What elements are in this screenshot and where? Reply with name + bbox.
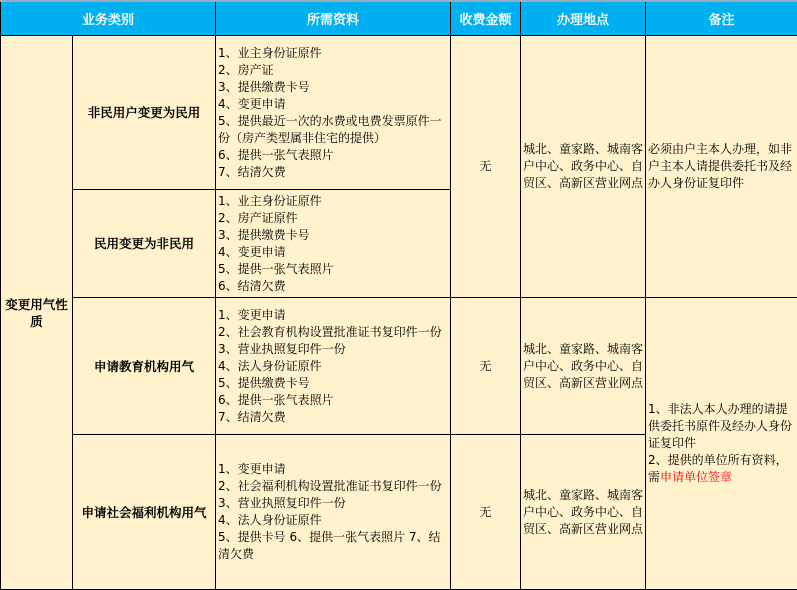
- material-item: 6、提供一张气表照片: [218, 147, 448, 164]
- table-row: [1, 36, 797, 190]
- header-materials: 所需资料: [216, 2, 451, 36]
- material-item: 6、提供一张气表照片: [218, 392, 448, 409]
- header-row: [1, 2, 797, 36]
- fee-cell: 无: [451, 36, 521, 298]
- material-item: 2、房产证原件: [218, 210, 448, 227]
- material-item: 1、变更申请: [218, 307, 448, 324]
- material-item: 5、提供卡号 6、提供一张气表照片 7、结清欠费: [218, 529, 448, 563]
- materials-cell: [216, 298, 451, 435]
- category-cell: 变更用气性质: [1, 36, 73, 590]
- header-fee: 收费金额: [451, 2, 521, 36]
- type-cell: 申请教育机构用气: [73, 298, 216, 435]
- location-cell: 城北、童家路、城南客户中心、政务中心、自贸区、高新区营业网点: [521, 36, 646, 298]
- material-item: 7、结清欠费: [218, 164, 448, 181]
- material-item: 4、法人身份证原件: [218, 358, 448, 375]
- header-business-type: 业务类别: [1, 2, 216, 36]
- material-item: 3、提供缴费卡号: [218, 227, 448, 244]
- material-item: 2、社会福利机构设置批准证书复印件一份: [218, 478, 448, 495]
- business-table: [0, 2, 797, 590]
- location-cell: 城北、童家路、城南客户中心、政务中心、自贸区、高新区营业网点: [521, 298, 646, 435]
- type-cell: 申请社会福利机构用气: [73, 435, 216, 590]
- material-item: 3、营业执照复印件一份: [218, 341, 448, 358]
- material-item: 1、变更申请: [218, 461, 448, 478]
- type-cell: 民用变更为非民用: [73, 190, 216, 298]
- material-item: 1、业主身份证原件: [218, 193, 448, 210]
- materials-cell: [216, 36, 451, 190]
- material-item: 3、提供缴费卡号: [218, 79, 448, 96]
- note-highlight: 申请单位签章: [660, 470, 732, 484]
- material-item: 5、提供缴费卡号: [218, 375, 448, 392]
- fee-cell: 无: [451, 298, 521, 435]
- materials-cell: [216, 435, 451, 590]
- material-item: 1、业主身份证原件: [218, 45, 448, 62]
- location-cell: 城北、童家路、城南客户中心、政务中心、自贸区、高新区营业网点: [521, 435, 646, 590]
- material-item: 5、提供最近一次的水费或电费发票原件一份（房产类型属非住宅的提供）: [218, 113, 448, 147]
- header-note: 备注: [646, 2, 797, 36]
- material-item: 3、营业执照复印件一份: [218, 495, 448, 512]
- material-item: 2、社会教育机构设置批准证书复印件一份: [218, 324, 448, 341]
- note-line: 2、提供的单位所有资料，需: [648, 453, 788, 484]
- fee-cell: 无: [451, 435, 521, 590]
- material-item: 6、结清欠费: [218, 278, 448, 295]
- material-item: 7、结清欠费: [218, 409, 448, 426]
- note-line: 1、非法人本人办理的请提供委托书原件及经办人身份证复印件: [648, 401, 795, 452]
- note-cell: 必须由户主本人办理，如非户主本人请提供委托书及经办人身份证复印件: [646, 36, 797, 298]
- material-item: 4、变更申请: [218, 244, 448, 261]
- material-item: 2、房产证: [218, 62, 448, 79]
- type-cell: 非民用户变更为民用: [73, 36, 216, 190]
- material-item: 5、提供一张气表照片: [218, 261, 448, 278]
- table-row: [1, 298, 797, 435]
- header-location: 办理地点: [521, 2, 646, 36]
- material-item: 4、法人身份证原件: [218, 512, 448, 529]
- material-item: 4、变更申请: [218, 96, 448, 113]
- materials-cell: [216, 190, 451, 298]
- note-cell: [646, 298, 797, 590]
